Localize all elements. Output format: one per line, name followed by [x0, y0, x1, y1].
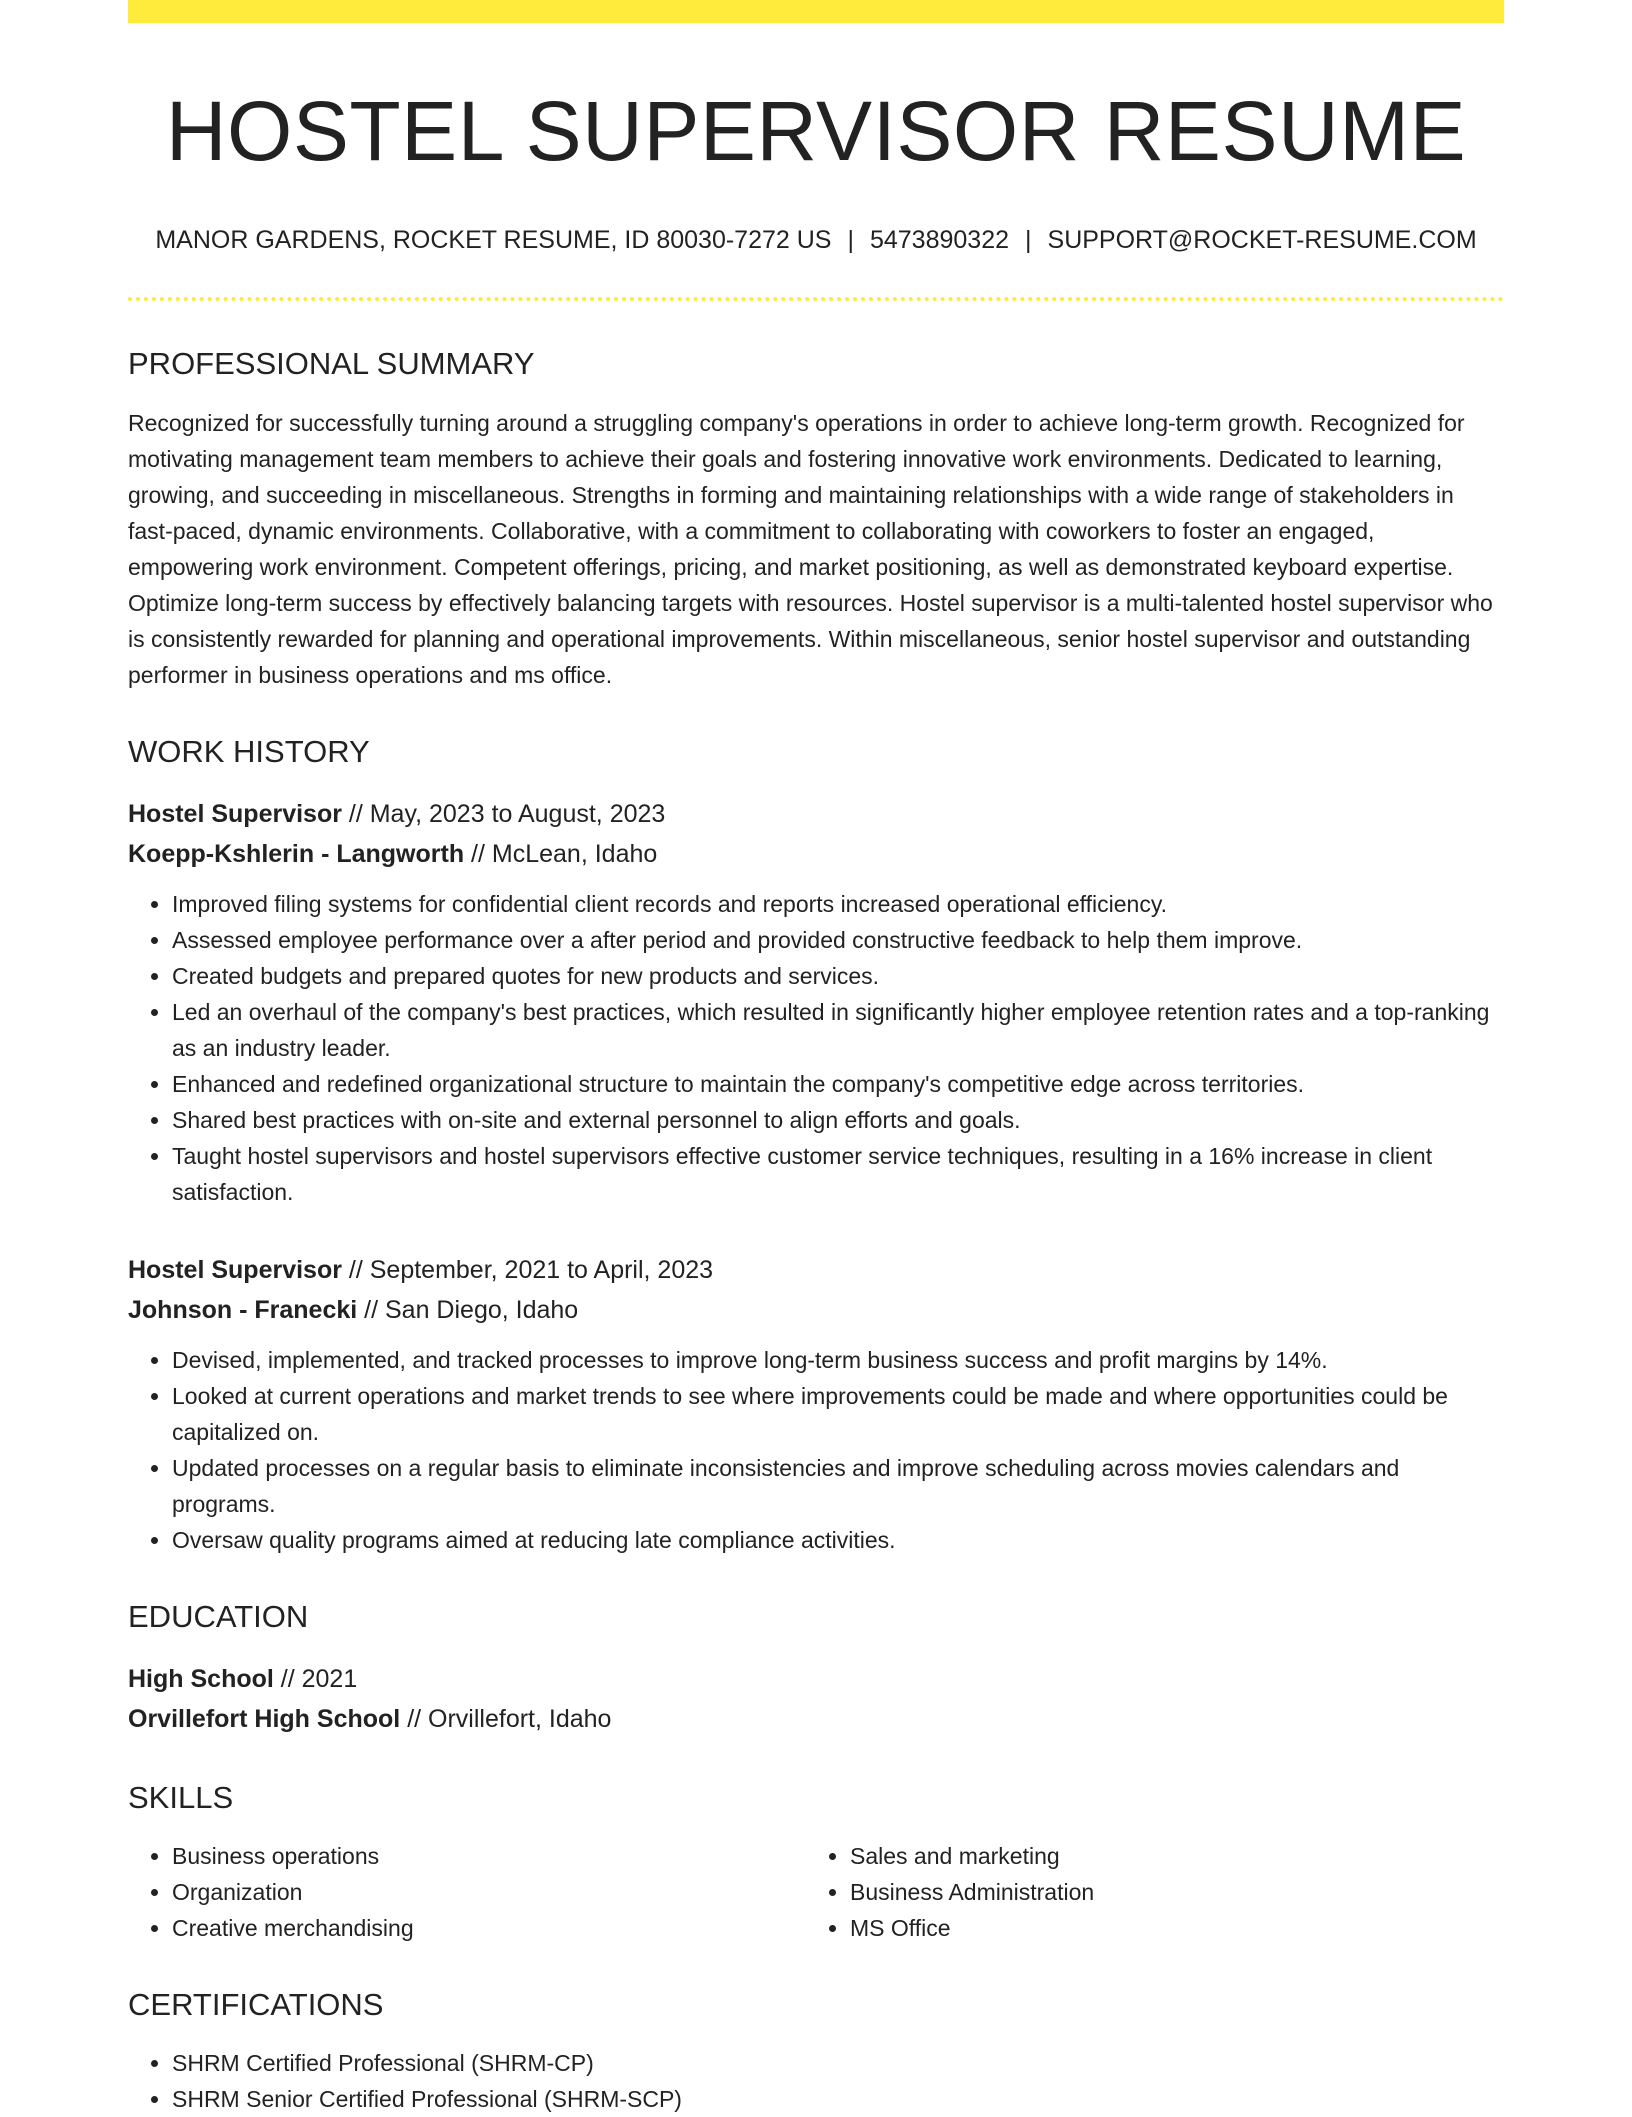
job-bullet: • Shared best practices with on-site and external personnel to align efforts and goals.	[172, 1102, 1504, 1138]
job-bullet: • Enhanced and redefined organizational structure to maintain the company's competitive edge across territories.	[172, 1066, 1504, 1102]
job-bullet: • Improved filing systems for confidential client records and reports increased operational efficiency.	[172, 886, 1504, 922]
job-bullet: • Assessed employee performance over a after period and provided constructive feedback to help them improve.	[172, 922, 1504, 958]
education-school: Orvillefort High School	[128, 1704, 401, 1733]
skill-item: • Business operations	[172, 1838, 806, 1874]
job-company-line	[128, 1290, 1504, 1330]
certification-item: • SHRM Senior Certified Professional (SHRM-SCP)	[172, 2081, 1504, 2117]
education-heading: EDUCATION	[128, 1598, 309, 1634]
contact-line	[128, 225, 1504, 255]
job-entry	[128, 1250, 1504, 1558]
work-history-heading: WORK HISTORY	[128, 733, 370, 769]
job-dates: // May, 2023 to August, 2023	[341, 799, 666, 828]
skill-item: • Business Administration	[850, 1874, 1484, 1910]
education-location: // Orvillefort, Idaho	[400, 1704, 612, 1733]
job-bullet: • Taught hostel supervisors and hostel supervisors effective customer service techniques, resulting in a 16% increase in client satisfaction.	[172, 1138, 1504, 1210]
job-role: Hostel Supervisor	[128, 1255, 342, 1284]
education-degree: High School	[128, 1664, 274, 1693]
job-location: // San Diego, Idaho	[357, 1295, 579, 1324]
contact-separator: |	[1025, 226, 1032, 255]
job-location: // McLean, Idaho	[464, 839, 658, 868]
certification-item: • SHRM Certified Professional (SHRM-CP)	[172, 2045, 1504, 2081]
job-bullets	[128, 886, 1504, 1210]
contact-phone: 5473890322	[869, 226, 1010, 255]
job-dates: // September, 2021 to April, 2023	[341, 1255, 714, 1284]
job-bullet: • Led an overhaul of the company's best practices, which resulted in significantly higher employee retention rates and a top-ranking as an industry leader.	[172, 994, 1504, 1066]
job-role-line	[128, 1250, 1504, 1290]
job-bullet: • Oversaw quality programs aimed at reducing late compliance activities.	[172, 1522, 1504, 1558]
education-school-line	[128, 1699, 1504, 1739]
certifications-heading: CERTIFICATIONS	[128, 1987, 384, 2023]
job-role: Hostel Supervisor	[128, 799, 342, 828]
job-entry	[128, 794, 1504, 1210]
job-bullet: • Created budgets and prepared quotes for new products and services.	[172, 958, 1504, 994]
dotted-divider	[128, 297, 1504, 301]
resume-title: HOSTEL SUPERVISOR RESUME	[165, 84, 1467, 178]
contact-address: MANOR GARDENS, ROCKET RESUME, ID 80030-7272 US	[155, 226, 832, 255]
contact-separator: |	[847, 226, 854, 255]
skill-item: • MS Office	[850, 1910, 1484, 1946]
job-bullet: • Updated processes on a regular basis to eliminate inconsistencies and improve scheduling across movies calendars and programs.	[172, 1450, 1504, 1522]
skill-item: • Creative merchandising	[172, 1910, 806, 1946]
skill-item: • Organization	[172, 1874, 806, 1910]
skills-list-left	[128, 1838, 806, 1946]
education-degree-line	[128, 1659, 1504, 1699]
skills-columns	[128, 1838, 1504, 1946]
skills-heading: SKILLS	[128, 1779, 234, 1815]
certifications-list	[128, 2045, 1504, 2117]
job-company: Johnson - Franecki	[128, 1295, 358, 1324]
job-bullet: • Looked at current operations and market trends to see where improvements could be made and where opportunities could be capitalized on.	[172, 1378, 1504, 1450]
summary-text: Recognized for successfully turning around a struggling company's operations in order to achieve long-term growth. Recognized for motivating management team members to achieve their goals and fostering innovative work environments. Dedicated to learning, growing, and succeeding in miscellaneous. Strengths in forming and maintaining relationships with a wide range of stakeholders in fast-paced, dynamic environments. Collaborative, with a commitment to collaborating with coworkers to foster an engaged, empowering work environment. Competent offerings, pricing, and market positioning, as well as demonstrated keyboard expertise. Optimize long-term success by effectively balancing targets with resources. Hostel supervisor is a multi-talented hostel supervisor who is consistently rewarded for planning and operational improvements. Within miscellaneous, senior hostel supervisor and outstanding performer in business operations and ms office.	[128, 409, 1493, 688]
job-company: Koepp-Kshlerin - Langworth	[128, 839, 465, 868]
resume-page	[128, 0, 1504, 2117]
education-year: // 2021	[273, 1664, 358, 1693]
job-company-line	[128, 834, 1504, 874]
job-bullet: • Devised, implemented, and tracked processes to improve long-term business success and profit margins by 14%.	[172, 1342, 1504, 1378]
accent-top-bar	[128, 0, 1504, 23]
job-bullets	[128, 1342, 1504, 1558]
job-role-line	[128, 794, 1504, 834]
summary-heading: PROFESSIONAL SUMMARY	[128, 346, 535, 382]
education-entry	[128, 1659, 1504, 1739]
skill-item: • Sales and marketing	[850, 1838, 1484, 1874]
contact-email: SUPPORT@ROCKET-RESUME.COM	[1047, 226, 1477, 255]
skills-list-right	[806, 1838, 1484, 1946]
